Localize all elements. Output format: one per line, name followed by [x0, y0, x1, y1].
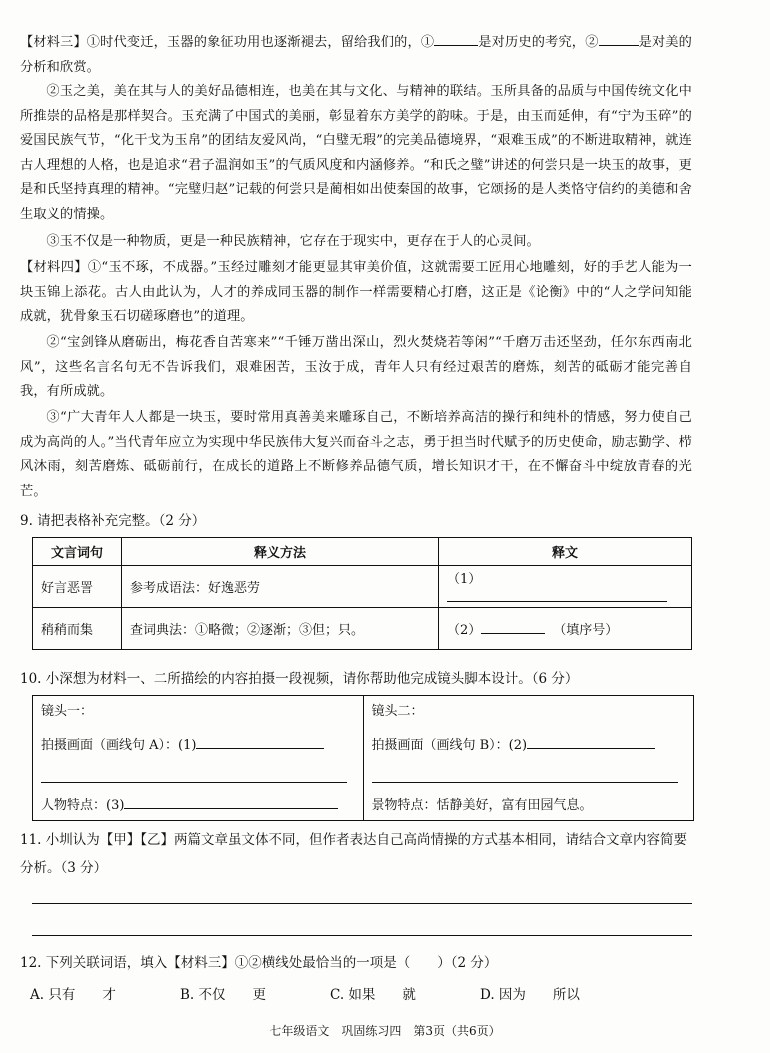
material4-paragraph-3: ③“广大青年人人都是一块玉，要时常用真善美来雕琢自己，不断培养高洁的操行和纯朴的情感，努力使自己成为高尚的人。”当代青年应立为实现中华民族伟大复兴而奋斗之志，勇于担当时代赋予的历史使命，励志勤学、栉风沐雨，刻苦磨炼、砥砺前行，在成长的道路上不断修养品德气质，增长知识才干，在不懈奋斗中绽放青春的光芒。: [20, 410, 692, 499]
material3-paragraph-2: ②玉之美，美在其与人的美好品德相连，也美在其与文化、与精神的联结。玉所具备的品质与中国传统文化中所推崇的品格是那样契合。玉充满了中国式的美丽，彰显着东方美学的韵味。于是，由玉而延伸，有“宁为玉碎”的爱国民族气节，“化干戈为玉帛”的团结友爱风尚，“白璧无瑕”的完美品德境界，“艰难玉成”的不断进取精神，就连古人理想的人格，也是追求“君子温润如玉”的气质风度和内涵修养。“和氏之璧”讲述的何尝只是一块玉的故事，更是和氏坚持真理的精神。“完璧归赵”记载的何尝只是蔺相如出使秦国的故事，它颂扬的是人类恪守信约的美德和舍生取义的情操。: [20, 84, 692, 222]
answer-blank-1[interactable]: [447, 587, 667, 602]
shot-2-title: 镜头二：: [371, 704, 424, 719]
option-c[interactable]: C. 如果 就: [330, 987, 416, 1003]
table-header: 释义方法: [122, 538, 439, 566]
table-cell-method: 查词典法：①略微；②逐渐；③但；只。: [122, 608, 439, 650]
table-header: 释文: [439, 538, 692, 566]
option-b[interactable]: B. 不仅 更: [180, 987, 267, 1003]
material3-paragraph-3: ③玉不仅是一种物质，更是一种民族精神，它存在于现实中，更存在于人的心灵间。: [46, 234, 540, 249]
answer-line[interactable]: [32, 903, 692, 904]
shot-1-column: [33, 696, 363, 820]
option-d[interactable]: D. 因为 所以: [480, 987, 580, 1003]
table-header: 文言词句: [33, 538, 122, 566]
table-row: [33, 608, 692, 650]
page-footer: 七年级语文 巩固练习四 第3页（共6页）: [269, 1024, 501, 1038]
shot-2-column: [363, 696, 694, 820]
table-cell-phrase: 稍稍而集: [33, 608, 122, 650]
blank-1: [434, 31, 478, 46]
shot-1-scene[interactable]: 拍摄画面（画线句 A）：(1): [41, 734, 355, 753]
question-12-options: [30, 983, 690, 1003]
shot-1-title: 镜头一：: [41, 704, 94, 719]
blank-2: [599, 31, 639, 46]
answer-cell-2[interactable]: （2） （填序号）: [439, 608, 692, 650]
answer-cell-1[interactable]: （1）: [439, 566, 692, 608]
question-9-stem: 9. 请把表格补充完整。（2 分）: [20, 513, 206, 529]
table-cell-method: 参考成语法：好逸恶劳: [122, 566, 439, 608]
question-12-stem: 12. 下列关联词语，填入【材料三】①②横线处最恰当的一项是（ ）（2 分）: [20, 955, 498, 971]
material4-paragraph-1: 【材料四】①“玉不琢，不成器。”玉经过雕刻才能更显其审美价值，这就需要工匠用心地雕刻，好的手艺人能为一块玉锦上添花。古人由此认为，人才的养成同玉器的制作一样需要精心打磨，这正是《论衡》中的“人之学问知能成就，犹骨象玉石切磋琢磨也”的道理。: [20, 260, 692, 325]
option-a[interactable]: A. 只有 才: [30, 987, 116, 1003]
answer-line[interactable]: [372, 782, 678, 783]
question-10-stem: 10. 小深想为材料一、二所描绘的内容拍摄一段视频，请你帮助他完成镜头脚本设计。（6 分）: [20, 671, 579, 687]
question-9-table: [32, 537, 692, 650]
table-cell-phrase: 好言恶詈: [33, 566, 122, 608]
table-header-row: [33, 538, 692, 566]
shot-1-character[interactable]: 人物特点：(3): [41, 794, 355, 813]
answer-blank-character[interactable]: [124, 794, 338, 809]
shot-2-scene[interactable]: 拍摄画面（画线句 B）：(2): [372, 734, 686, 753]
answer-blank-2[interactable]: [481, 619, 545, 634]
shot-2-scenery: 景物特点：恬静美好，富有田园气息。: [371, 798, 593, 813]
table-row: [33, 566, 692, 608]
question-11-stem: 11. 小圳认为【甲】【乙】两篇文章虽文体不同，但作者表达自己高尚情操的方式基本相同，请结合文章内容简要分析。（3 分）: [20, 832, 688, 876]
shot-script-box: [32, 695, 694, 821]
answer-line[interactable]: [32, 935, 692, 936]
answer-line[interactable]: [41, 782, 347, 783]
material3-paragraph-1: 【材料三】①时代变迁，玉器的象征功用也逐渐褪去，留给我们的，① 是对历史的考究，② 是对美的分析和欣赏。: [20, 31, 692, 80]
material4-paragraph-2: ②“宝剑锋从磨砺出，梅花香自苦寒来”“千锤万凿出深山，烈火焚烧若等闲”“千磨万击还坚劲，任尔东西南北风”，这些名言名句无不告诉我们，艰难困苦，玉汝于成，青年人只有经过艰苦的磨炼，刻苦的砥砺才能完善自我，有所成就。: [20, 335, 692, 400]
answer-blank-shot-2[interactable]: [527, 734, 655, 749]
answer-blank-shot-1[interactable]: [196, 734, 324, 749]
